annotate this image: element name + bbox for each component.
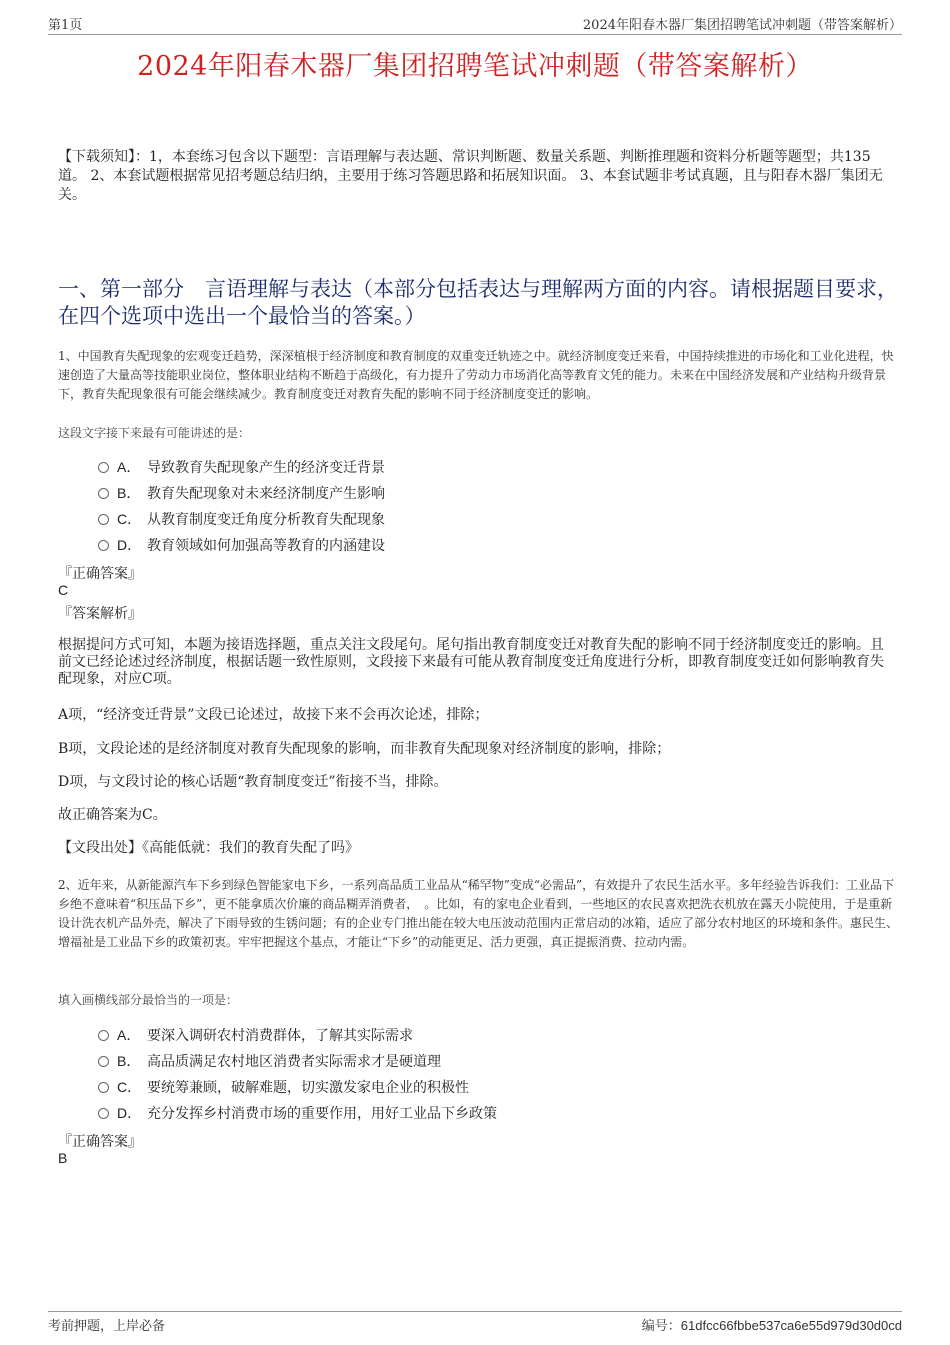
question-2-option-b[interactable] [98,1051,441,1071]
header-doc-title: 2024年阳春木器厂集团招聘笔试冲刺题（带答案解析） [582,18,902,33]
question-2-prompt: 填入画横线部分最恰当的一项是： [58,993,239,1007]
option-key: C． [117,1079,142,1095]
option-text: 要统筹兼顾，破解难题，切实激发家电企业的积极性 [147,1080,469,1096]
option-key: A． [117,459,141,475]
radio-icon[interactable] [98,514,109,525]
question-2-answer: B [58,1150,68,1166]
question-1-prompt: 这段文字接下来最有可能讲述的是： [58,426,251,440]
option-key: B． [117,485,141,501]
download-notice: 【下载须知】：1，本套练习包含以下题型：言语理解与表达题、常识判断题、数量关系题、判断推理题和资料分析题等题型；共135道。 2、本套试题根据常见招考题总结归纳，主要用于练习答题思路和拓展知识面。 3、本套试题非考试真题，且与阳春木器厂集团无关。 [58,149,883,203]
footer-code [642,1315,902,1334]
question-1-analysis-conclusion: 故正确答案为C。 [58,807,167,823]
option-text: 导致教育失配现象产生的经济变迁背景 [147,460,385,476]
option-key: D． [117,537,142,553]
page-footer [48,1311,902,1336]
question-2-option-a[interactable] [98,1025,413,1045]
option-text: 教育领域如何加强高等教育的内涵建设 [147,538,385,554]
radio-icon[interactable] [98,462,109,473]
radio-icon[interactable] [98,1108,109,1119]
question-1-option-c[interactable] [98,509,385,529]
option-text: 充分发挥乡村消费市场的重要作用，用好工业品下乡政策 [147,1106,497,1122]
question-2-option-c[interactable] [98,1077,469,1097]
option-text: 从教育制度变迁角度分析教育失配现象 [147,512,385,528]
option-key: C． [117,511,142,527]
footer-code-label: 编号： [641,1319,681,1334]
radio-icon[interactable] [98,540,109,551]
question-1-answer: C [58,582,69,598]
question-2-option-d[interactable] [98,1103,497,1123]
question-1-option-d[interactable] [98,535,385,555]
radio-icon[interactable] [98,1082,109,1093]
option-key: B． [117,1053,141,1069]
question-2-answer-label: 『正确答案』 [58,1134,142,1150]
footer-slogan: 考前押题，上岸必备 [48,1319,166,1334]
question-1-analysis-d: D项，与文段讨论的核心话题“教育制度变迁”衔接不当，排除。 [58,774,448,790]
option-key: A． [117,1027,141,1043]
question-1-analysis-b: B项，文段论述的是经济制度对教育失配现象的影响，而非教育失配现象对经济制度的影响，排除； [58,741,671,757]
question-1-analysis-main: 根据提问方式可知，本题为接语选择题，重点关注文段尾句。尾句指出教育制度变迁对教育失配的影响不同于经济制度变迁的影响。且前文已经论述过经济制度，根据话题一致性原则，文段接下来最有可能从教育制度变迁角度进行分析，即教育制度变迁如何影响教育失配现象，对应C项。 [58,637,884,687]
page-title: 2024年阳春木器厂集团招聘笔试冲刺题（带答案解析） [137,51,813,82]
footer-code-value: 61dfcc66fbbe537ca6e55d979d30d0cd [680,1318,902,1333]
option-key: D． [117,1105,142,1121]
question-1-analysis-a: A项，“经济变迁背景”文段已论述过，故接下来不会再次论述，排除； [58,707,489,723]
question-1-text: 1、中国教育失配现象的宏观变迁趋势，深深植根于经济制度和教育制度的双重变迁轨迹之中。就经济制度变迁来看，中国持续推进的市场化和工业化进程，快速创造了大量高等技能职业岗位，整体职业结构不断趋于高级化，有力提升了劳动力市场消化高等教育文凭的能力。未来在中国经济发展和产业结构升级背景下，教育失配现象很有可能会继续减少。教育制度变迁对教育失配的影响不同于经济制度变迁的影响。 [58,349,894,401]
page-number: 第1页 [48,18,83,33]
question-1-analysis-label: 『答案解析』 [58,606,142,622]
question-1-option-b[interactable] [98,483,385,503]
question-1-option-a[interactable] [98,457,385,477]
radio-icon[interactable] [98,1030,109,1041]
question-1-answer-label: 『正确答案』 [58,566,142,582]
radio-icon[interactable] [98,1056,109,1067]
page-header [48,12,902,35]
option-text: 要深入调研农村消费群体，了解其实际需求 [147,1028,413,1044]
option-text: 教育失配现象对未来经济制度产生影响 [147,486,385,502]
section-heading: 一、第一部分 言语理解与表达（本部分包括表达与理解两方面的内容。请根据题目要求，在四个选项中选出一个最恰当的答案。） [58,277,898,328]
question-1-source: 【文段出处】《高能低就：我们的教育失配了吗》 [58,840,359,856]
question-2-text: 2、近年来，从新能源汽车下乡到绿色智能家电下乡，一系列高品质工业品从“稀罕物”变成“必需品”，有效提升了农民生活水平。多年经验告诉我们：工业品下乡绝不意味着“积压品下乡”，更不能拿质次价廉的商品糊弄消费者， 。比如，有的家电企业看到，一些地区的农民喜欢把洗衣机放在露天小院使用，于是重新设计洗衣机产品外壳，解决了下雨导致的生锈问题；有的企业专门推出能在较大电压波动范围内正常启动的冰箱，适应了部分农村地区的环境和条件。惠民生、增福祉是工业品下乡的政策初衷。牢牢把握这个基点，才能让“下乡”的动能更足、活力更强，真正提振消费、拉动内需。 [58,878,899,949]
radio-icon[interactable] [98,488,109,499]
option-text: 高品质满足农村地区消费者实际需求才是硬道理 [147,1054,441,1070]
